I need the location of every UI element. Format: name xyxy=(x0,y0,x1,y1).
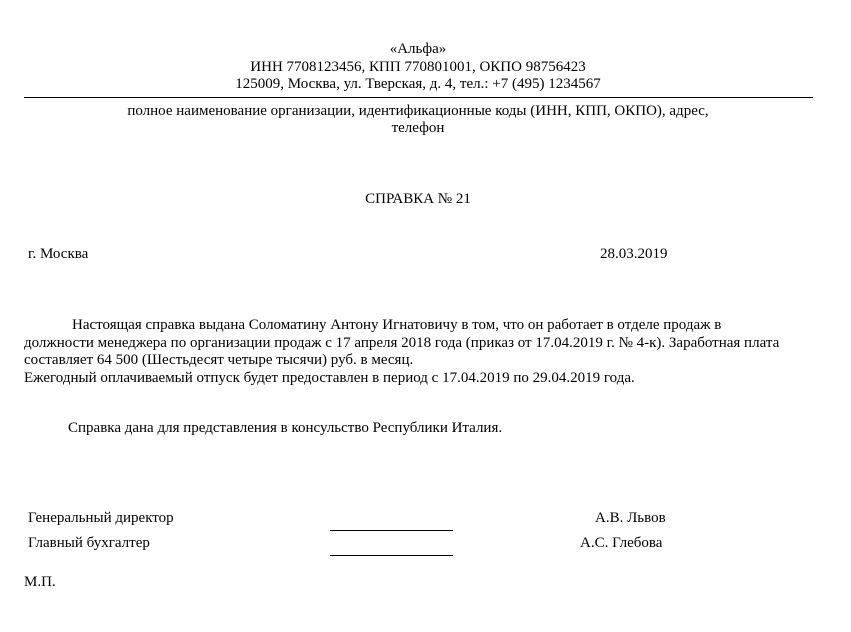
document-city: г. Москва xyxy=(28,246,89,262)
body-line-4: Ежегодный оплачиваемый отпуск будет предоставлен в период с 17.04.2019 по 29.04.2019 года. xyxy=(24,369,635,386)
caption-line-2: телефон xyxy=(391,120,445,136)
body-paragraph xyxy=(24,317,824,387)
signature-position-director: Генеральный директор xyxy=(28,510,174,526)
signature-name-director: А.В. Львов xyxy=(595,510,666,526)
document-title: СПРАВКА № 21 xyxy=(365,191,471,207)
signature-line-director xyxy=(330,530,453,531)
body-line-2: должности менеджера по организации продаж с 17 апреля 2018 года (приказ от 17.04.2019 г. № 4-к). Заработная плата xyxy=(24,334,780,351)
signature-name-accountant: А.С. Глебова xyxy=(580,535,663,551)
signature-position-accountant: Главный бухгалтер xyxy=(28,535,150,551)
caption-line-1: полное наименование организации, идентификационные коды (ИНН, КПП, ОКПО), адрес, xyxy=(127,103,709,119)
organization-address: 125009, Москва, ул. Тверская, д. 4, тел.: +7 (495) 1234567 xyxy=(235,76,601,92)
organization-codes: ИНН 7708123456, КПП 770801001, ОКПО 98756423 xyxy=(250,59,586,75)
body-line-3: составляет 64 500 (Шестьдесят четыре тысячи) руб. в месяц. xyxy=(24,352,414,368)
organization-name: «Альфа» xyxy=(389,41,447,57)
header-divider xyxy=(24,97,813,98)
body-line-1: Настоящая справка выдана Соломатину Антону Игнатовичу в том, что он работает в отделе продаж в xyxy=(72,317,722,333)
purpose-statement: Справка дана для представления в консульство Республики Италия. xyxy=(68,420,503,436)
document-date: 28.03.2019 xyxy=(600,246,668,262)
stamp-placeholder: М.П. xyxy=(24,574,56,590)
signature-line-accountant xyxy=(330,555,453,556)
